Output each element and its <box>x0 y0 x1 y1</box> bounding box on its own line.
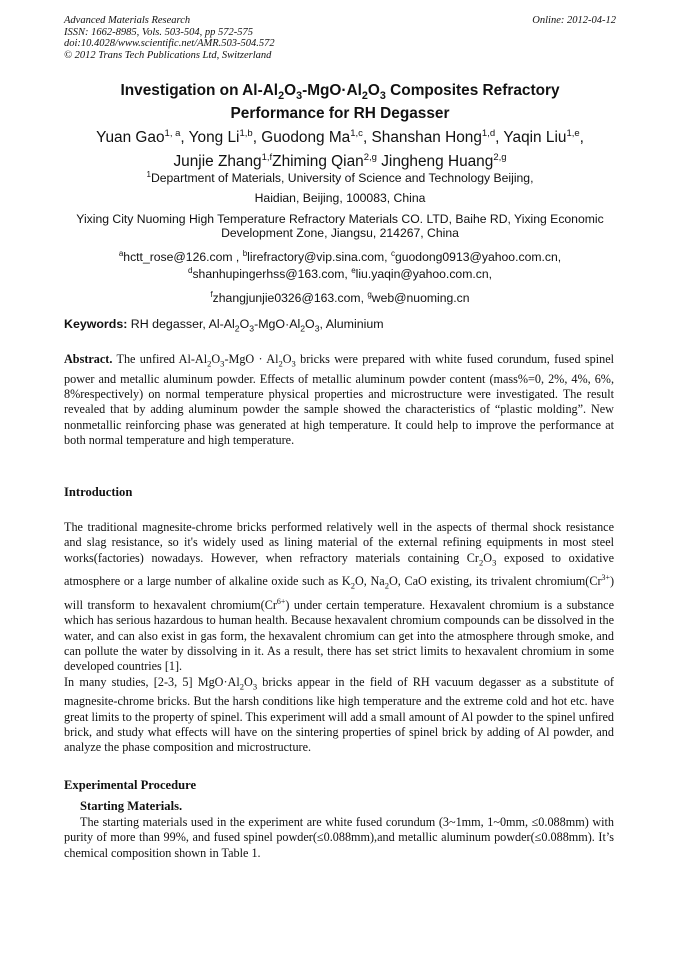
author-line-1: Yuan Gao$^{1, a}$, Yong Li$^{1,b}$, Guodong Ma$^{1,c}$, Shanshan Hong$^{1,d}$, Yaqin Liu$^{1,e}$, <box>96 128 584 147</box>
title-line-1: Investigation on $Al-Al_2O_3-MgO\cdot Al_2O_3$ Composites Refractory <box>120 82 560 103</box>
affiliation-1-line-1: $^1$Department of Materials, University of Science and Technology Beijing, <box>146 170 534 186</box>
email-list <box>60 247 620 305</box>
email-line-2: $^d$shanhupingerhss@163.com, $^e$liu.yaqin@yahoo.com.cn, <box>188 266 492 282</box>
paper-title <box>64 82 616 123</box>
starting-materials-heading: Starting Materials. <box>80 799 183 813</box>
journal-header <box>64 15 616 61</box>
keywords-label: Keywords: <box>64 317 128 331</box>
journal-name: Advanced Materials Research <box>64 15 191 26</box>
starting-materials-paragraph: The starting materials used in the experiment are white fused corundum (3~1mm, 1~0mm, ≤0.088mm) with purity of more than 99%, and fused spinel powder(≤0.088mm),and metallic aluminum powder(≤0.088mm). It’s chemical composition shown in Table 1. <box>64 815 614 860</box>
email-line-3: $^f$zhangjunjie0326@163.com, $^g$web@nuoming.cn <box>210 289 470 305</box>
introduction-paragraph-2: In many studies, [2-3, 5] $MgO\cdot Al_2O_3$ bricks appear in the field of RH vacuum degasser as a substitute of magnesite-chrome bricks. But the harsh conditions like high temperature and the extreme cold and hot etc. have great limits to the property of spinel. This experiment will add a small amount of Al powder to the spinel unfired brick, and study what effects will have on the sintering properties of spinel brick by adding of Al powder, and analyze the phase composition and microstructure. <box>64 674 614 755</box>
keywords: Keywords: RH degasser, $Al-Al_2O_3-MgO\cdot Al_2O_3$, Aluminium <box>64 317 384 334</box>
issn-line: ISSN: 1662-8985, Vols. 503-504, pp 572-575 <box>64 26 253 38</box>
affiliation-2: Yixing City Nuoming High Temperature Refractory Materials CO. LTD, Baihe RD, Yixing Economic Development Zone, Jiangsu, 214267, China <box>76 212 604 241</box>
doi-line: doi:10.4028/www.scientific.net/AMR.503-504.572 <box>64 38 275 50</box>
introduction-heading: Introduction <box>64 485 133 499</box>
affiliation-1-line-2: Haidian, Beijing, 100083, China <box>254 191 426 205</box>
author-list <box>64 124 616 171</box>
abstract-label: Abstract. <box>64 352 113 366</box>
title-line-2: Performance for RH Degasser <box>230 105 450 123</box>
online-date: Online: 2012-04-12 <box>532 15 616 26</box>
introduction-paragraph-1: The traditional magnesite-chrome bricks performed relatively well in the aspects of thermal shock resistance and slag resistance, so it's widely used as lining material of the external refining equipments in most steel works(factories) nowadays. However, when refractory materials containing $Cr_2O_3$ exposed to oxidative atmosphere or a large number of alkaline oxide such as $K_2O$, $Na_2O$, CaO existing, its trivalent $chromium(Cr^{3+})$ will transform to hexavalent $chromium(Cr^{6+})$ under certain temperature. Hexavalent chromium is a substance which has serious hazardous to human health. Because hexavalent chromium compounds can be dissolved in the water, and can also exist in gas form, the hexavalent chromium can get into the atmosphere through smoke, and can pollute the water by dissolving in it. As a result, there has set strict limits to hexavalent chromium in some developed countries [1]. <box>64 520 615 674</box>
copyright-line: © 2012 Trans Tech Publications Ltd, Switzerland <box>64 49 272 61</box>
email-line-1: $^a$hctt_rose@126.com , $^b$lirefractory@vip.sina.com, $^c$guodong0913@yahoo.com.cn, <box>118 249 562 265</box>
experimental-heading: Experimental Procedure <box>64 778 197 792</box>
abstract: Abstract. The unfired $Al-Al_2O_3$-MgO · $Al_2O_3$ bricks were prepared with white fused corundum, fused spinel power and metallic aluminum powder. Effects of metallic aluminum powder content (mass%=0, 2%, 4%, 6%, 8%respectively) on normal temperature physical properties and microstructure were investigated. The result revealed that by adding aluminum powder the sample showed the characteristics of “plastic molding”. New nonmetallic reinforcing phase was generated at high temperature. It could help to improve the performance at both normal temperature and high temperature. <box>64 352 614 447</box>
introduction-body <box>64 520 614 756</box>
author-line-2: Junjie Zhang$^{1,f}$Zhiming Qian$^{2,g}$ Jingheng Huang$^{2,g}$ <box>173 151 507 170</box>
